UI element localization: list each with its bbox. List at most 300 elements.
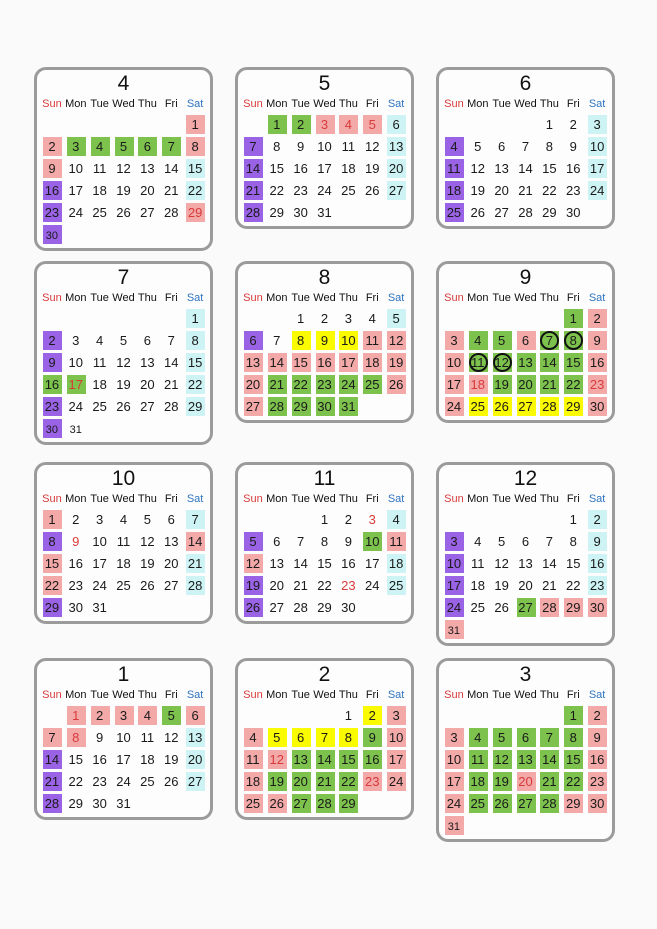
weekday-label: Fri: [566, 98, 580, 110]
day-number: 28: [187, 578, 203, 593]
day-cell: [159, 375, 183, 394]
day-number: 14: [518, 161, 533, 176]
day-cell: [112, 397, 136, 416]
day-number: 19: [364, 161, 380, 176]
day-number: 1: [569, 311, 577, 326]
day-number: 27: [245, 399, 261, 414]
day-cell: [490, 750, 514, 769]
day-cell: [112, 794, 136, 813]
day-cell: [159, 181, 183, 200]
day-cell: [265, 181, 289, 200]
day-cell: [313, 375, 337, 394]
empty-day-cell: [265, 510, 289, 529]
day-cell: [183, 203, 207, 222]
day-number: 10: [589, 139, 605, 154]
day-number: 20: [245, 377, 261, 392]
day-number: 9: [96, 730, 104, 745]
day-cell: [40, 532, 64, 551]
week-row: [241, 331, 408, 350]
empty-day-cell: [159, 419, 183, 438]
day-cell: [384, 728, 408, 747]
day-cell: [112, 181, 136, 200]
weekday-label: Fri: [566, 493, 580, 505]
weekday-label: Wed: [514, 689, 537, 701]
weekday-label: Tue: [492, 292, 511, 304]
day-cell: [40, 159, 64, 178]
day-number: 11: [365, 333, 379, 348]
day-cell: [183, 772, 207, 791]
week-row: [40, 181, 207, 200]
weekday-label: Tue: [90, 493, 109, 505]
week-row: [40, 419, 207, 438]
day-number: 26: [364, 183, 380, 198]
day-cell: [40, 375, 64, 394]
weekday-label: Wed: [313, 292, 336, 304]
day-cell: [112, 331, 136, 350]
day-number: 26: [245, 600, 261, 615]
day-cell: [313, 772, 337, 791]
day-number: 14: [542, 556, 557, 571]
day-number: 2: [569, 117, 577, 132]
day-number: 20: [494, 183, 509, 198]
day-number: 6: [521, 730, 530, 745]
weekday-label: Sat: [387, 689, 405, 701]
week-row: [40, 794, 207, 813]
day-cell: [442, 554, 466, 573]
week-row: [241, 772, 408, 791]
weekday-label: Sat: [588, 493, 606, 505]
empty-day-cell: [490, 309, 514, 328]
day-cell: [135, 772, 159, 791]
week-row: [40, 353, 207, 372]
day-number: 12: [494, 556, 509, 571]
day-cell: [289, 309, 313, 328]
day-cell: [561, 397, 585, 416]
day-number: 25: [470, 796, 486, 811]
week-row: [241, 375, 408, 394]
day-number: 7: [167, 139, 175, 154]
empty-day-cell: [183, 225, 207, 244]
empty-day-cell: [585, 620, 609, 639]
day-number: 23: [293, 183, 308, 198]
day-cell: [265, 203, 289, 222]
day-number: 1: [569, 708, 577, 723]
day-number: 1: [72, 708, 80, 723]
weekday-header: [241, 96, 408, 112]
day-cell: [289, 181, 313, 200]
week-row: [40, 772, 207, 791]
weekday-label: Sat: [387, 493, 405, 505]
day-cell: [585, 115, 609, 134]
day-number: 28: [518, 205, 533, 220]
day-cell: [159, 750, 183, 769]
day-cell: [40, 203, 64, 222]
day-cell: [135, 532, 159, 551]
day-number: 12: [245, 556, 261, 571]
day-cell: [112, 706, 136, 725]
empty-day-cell: [88, 115, 112, 134]
day-number: 8: [191, 139, 199, 154]
day-cell: [135, 576, 159, 595]
day-number: 2: [320, 311, 329, 326]
day-cell: [561, 510, 585, 529]
day-cell: [384, 554, 408, 573]
empty-day-cell: [561, 620, 585, 639]
day-cell: [442, 728, 466, 747]
day-cell: [466, 353, 490, 372]
day-cell: [360, 510, 384, 529]
day-cell: [585, 510, 609, 529]
day-number: 20: [518, 774, 533, 789]
weekday-label: Tue: [90, 292, 109, 304]
day-cell: [384, 750, 408, 769]
day-number: 27: [187, 774, 203, 789]
day-cell: [442, 181, 466, 200]
day-cell: [514, 159, 538, 178]
day-number: 24: [589, 183, 605, 198]
day-cell: [466, 576, 490, 595]
day-cell: [112, 510, 136, 529]
day-cell: [336, 115, 360, 134]
weekday-label: Wed: [514, 493, 537, 505]
day-number: 22: [44, 578, 60, 593]
day-cell: [241, 137, 265, 156]
day-cell: [585, 728, 609, 747]
day-number: 17: [364, 556, 380, 571]
day-number: 3: [593, 117, 601, 132]
day-number: 18: [388, 556, 404, 571]
day-cell: [183, 397, 207, 416]
day-cell: [313, 576, 337, 595]
week-row: [442, 159, 609, 178]
day-number: 21: [542, 774, 557, 789]
day-cell: [561, 137, 585, 156]
day-cell: [514, 375, 538, 394]
weekday-header: [40, 96, 207, 112]
day-cell: [537, 772, 561, 791]
day-cell: [88, 598, 112, 617]
day-number: 22: [542, 183, 557, 198]
day-number: 17: [589, 161, 605, 176]
weekday-label: Sun: [42, 689, 62, 701]
day-cell: [40, 397, 64, 416]
day-number: 25: [116, 578, 131, 593]
day-cell: [265, 576, 289, 595]
day-cell: [135, 353, 159, 372]
day-number: 25: [446, 205, 462, 220]
day-number: 22: [341, 774, 356, 789]
day-cell: [537, 554, 561, 573]
day-number: 12: [470, 161, 486, 176]
day-number: 27: [163, 578, 179, 593]
day-cell: [241, 331, 265, 350]
weekday-label: Thu: [539, 493, 559, 505]
day-number: 20: [518, 377, 533, 392]
week-row: [40, 309, 207, 328]
day-number: 21: [163, 377, 179, 392]
day-number: 24: [317, 183, 332, 198]
weekday-header: [442, 96, 609, 112]
day-number: 5: [498, 730, 506, 745]
day-cell: [289, 159, 313, 178]
day-number: 30: [68, 600, 84, 615]
day-number: 19: [494, 377, 509, 392]
week-row: [241, 706, 408, 725]
weekday-label: Tue: [492, 493, 511, 505]
day-number: 18: [446, 183, 462, 198]
day-number: 21: [44, 774, 60, 789]
day-cell: [336, 331, 360, 350]
day-cell: [466, 137, 490, 156]
week-row: [442, 728, 609, 747]
day-cell: [313, 203, 337, 222]
day-cell: [585, 554, 609, 573]
day-number: 19: [140, 556, 155, 571]
day-number: 4: [344, 117, 352, 132]
day-number: 19: [388, 355, 404, 370]
day-cell: [490, 203, 514, 222]
weekday-label: Wed: [313, 493, 336, 505]
day-cell: [313, 728, 337, 747]
weekday-label: Mon: [266, 689, 288, 701]
day-cell: [135, 203, 159, 222]
week-row: [40, 375, 207, 394]
day-cell: [360, 576, 384, 595]
empty-day-cell: [466, 816, 490, 835]
day-cell: [241, 728, 265, 747]
day-cell: [135, 750, 159, 769]
day-cell: [514, 353, 538, 372]
day-cell: [289, 375, 313, 394]
day-number: 11: [246, 752, 260, 767]
day-number: 4: [474, 730, 482, 745]
day-number: 5: [368, 117, 376, 132]
day-cell: [64, 181, 88, 200]
day-cell: [442, 772, 466, 791]
week-row: [40, 706, 207, 725]
day-number: 11: [92, 355, 107, 370]
day-cell: [289, 728, 313, 747]
day-cell: [585, 598, 609, 617]
weekday-label: Wed: [313, 98, 336, 110]
day-number: 11: [471, 355, 485, 370]
month-9: [436, 261, 615, 423]
day-cell: [88, 203, 112, 222]
weekday-label: Fri: [365, 493, 379, 505]
day-number: 17: [317, 161, 332, 176]
day-number: 28: [163, 205, 179, 220]
day-number: 11: [116, 534, 131, 549]
empty-day-cell: [537, 706, 561, 725]
day-cell: [112, 203, 136, 222]
day-number: 8: [320, 534, 329, 549]
empty-day-cell: [159, 598, 183, 617]
day-cell: [561, 706, 585, 725]
day-cell: [537, 598, 561, 617]
week-row: [40, 576, 207, 595]
day-number: 26: [269, 796, 285, 811]
day-cell: [135, 137, 159, 156]
day-cell: [490, 576, 514, 595]
empty-day-cell: [537, 309, 561, 328]
day-number: 24: [68, 399, 84, 414]
day-number: 3: [344, 311, 352, 326]
day-number: 1: [191, 117, 199, 132]
day-number: 13: [518, 556, 533, 571]
day-number: 28: [44, 796, 60, 811]
day-cell: [265, 728, 289, 747]
day-cell: [313, 750, 337, 769]
empty-day-cell: [135, 115, 159, 134]
day-cell: [490, 137, 514, 156]
day-number: 9: [72, 534, 80, 549]
day-number: 3: [450, 333, 458, 348]
day-number: 31: [116, 796, 131, 811]
day-number: 8: [273, 139, 281, 154]
day-number: 28: [542, 796, 557, 811]
day-number: 30: [341, 600, 356, 615]
day-cell: [183, 159, 207, 178]
day-number: 6: [191, 708, 199, 723]
day-cell: [384, 576, 408, 595]
day-number: 4: [119, 512, 128, 527]
day-cell: [585, 397, 609, 416]
day-cell: [585, 137, 609, 156]
day-cell: [241, 772, 265, 791]
week-row: [40, 532, 207, 551]
day-cell: [313, 794, 337, 813]
day-number: 16: [68, 556, 84, 571]
day-cell: [265, 353, 289, 372]
empty-day-cell: [159, 794, 183, 813]
day-number: 24: [92, 578, 107, 593]
day-cell: [514, 137, 538, 156]
day-number: 20: [187, 752, 203, 767]
day-cell: [40, 576, 64, 595]
day-number: 16: [92, 752, 107, 767]
day-number: 16: [589, 355, 605, 370]
weekday-label: Wed: [112, 292, 135, 304]
day-cell: [64, 397, 88, 416]
week-row: [442, 750, 609, 769]
day-cell: [313, 532, 337, 551]
day-cell: [537, 115, 561, 134]
day-cell: [64, 728, 88, 747]
day-cell: [442, 375, 466, 394]
empty-day-cell: [360, 794, 384, 813]
weekday-label: Mon: [467, 689, 489, 701]
empty-day-cell: [490, 115, 514, 134]
week-row: [40, 510, 207, 529]
day-number: 20: [140, 183, 155, 198]
day-number: 5: [474, 139, 482, 154]
week-row: [241, 159, 408, 178]
day-cell: [241, 375, 265, 394]
month-title: 10: [111, 467, 136, 490]
day-cell: [336, 510, 360, 529]
day-number: 7: [545, 730, 553, 745]
day-cell: [241, 554, 265, 573]
day-number: 25: [92, 205, 107, 220]
day-number: 26: [494, 796, 509, 811]
empty-day-cell: [514, 510, 538, 529]
day-cell: [490, 181, 514, 200]
day-cell: [537, 203, 561, 222]
day-cell: [466, 554, 490, 573]
day-number: 23: [589, 774, 605, 789]
day-cell: [561, 554, 585, 573]
day-cell: [183, 510, 207, 529]
week-row: [241, 728, 408, 747]
day-cell: [360, 159, 384, 178]
week-row: [442, 576, 609, 595]
week-row: [40, 115, 207, 134]
day-cell: [561, 598, 585, 617]
empty-day-cell: [585, 203, 609, 222]
day-number: 18: [470, 774, 486, 789]
weekday-label: Mon: [65, 292, 87, 304]
day-cell: [159, 532, 183, 551]
empty-day-cell: [241, 510, 265, 529]
day-cell: [64, 331, 88, 350]
day-cell: [490, 554, 514, 573]
empty-day-cell: [490, 620, 514, 639]
day-number: 9: [368, 730, 376, 745]
day-cell: [585, 181, 609, 200]
day-cell: [514, 532, 538, 551]
week-row: [241, 554, 408, 573]
empty-day-cell: [64, 309, 88, 328]
day-number: 2: [593, 311, 601, 326]
day-cell: [40, 728, 64, 747]
week-row: [241, 510, 408, 529]
day-number: 12: [388, 333, 404, 348]
day-number: 26: [494, 399, 509, 414]
day-cell: [88, 532, 112, 551]
day-number: 5: [119, 333, 128, 348]
month-1: [34, 658, 213, 820]
day-cell: [40, 331, 64, 350]
day-number: 22: [565, 774, 581, 789]
day-cell: [159, 203, 183, 222]
day-cell: [466, 159, 490, 178]
day-number: 20: [140, 377, 155, 392]
empty-day-cell: [112, 225, 136, 244]
week-row: [241, 576, 408, 595]
day-cell: [561, 794, 585, 813]
day-cell: [561, 331, 585, 350]
day-cell: [537, 331, 561, 350]
day-number: 25: [470, 600, 486, 615]
day-number: 1: [320, 512, 329, 527]
day-number: 28: [542, 399, 557, 414]
day-cell: [64, 353, 88, 372]
day-number: 21: [317, 774, 332, 789]
weekday-label: Tue: [291, 98, 310, 110]
day-cell: [112, 772, 136, 791]
day-cell: [112, 554, 136, 573]
day-cell: [183, 309, 207, 328]
day-number: 16: [341, 556, 356, 571]
day-number: 4: [249, 730, 257, 745]
day-cell: [442, 331, 466, 350]
day-number: 26: [140, 578, 155, 593]
weekday-label: Thu: [137, 493, 157, 505]
day-cell: [360, 772, 384, 791]
day-number: 10: [446, 355, 462, 370]
day-cell: [183, 728, 207, 747]
day-number: 4: [474, 333, 482, 348]
